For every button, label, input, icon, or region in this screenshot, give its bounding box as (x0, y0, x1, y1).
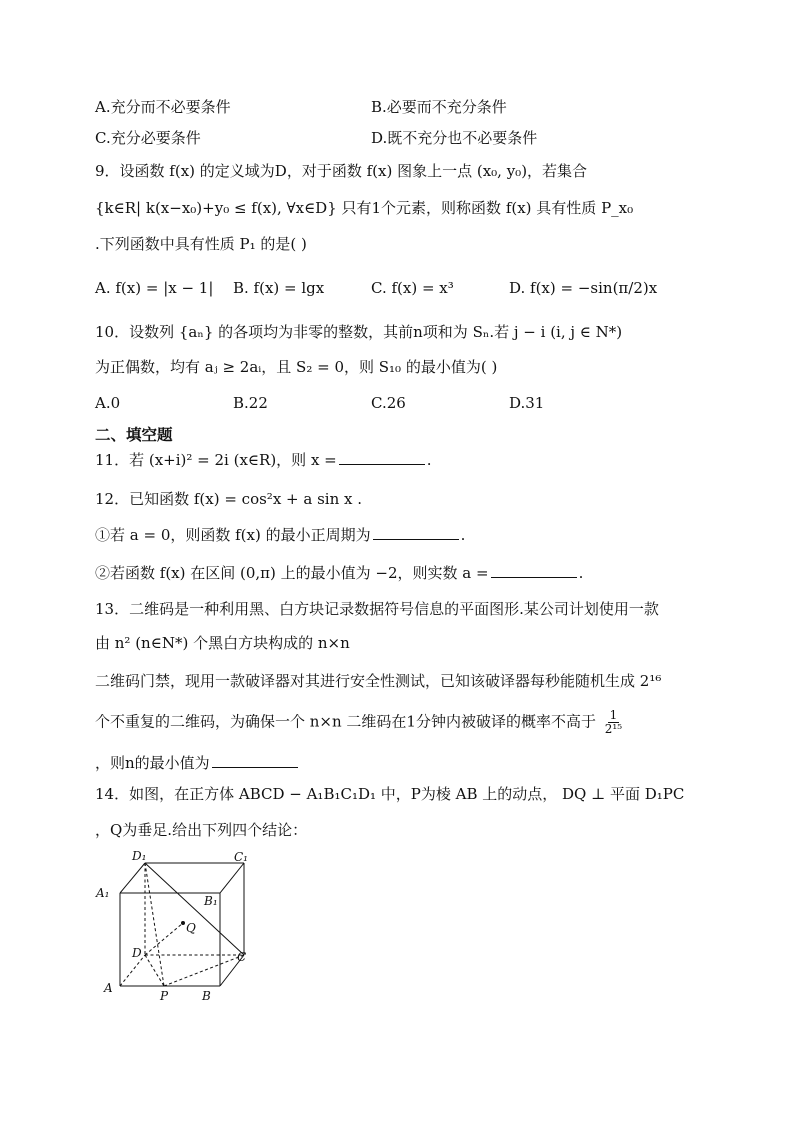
q10-option-d: D.31 (509, 394, 545, 412)
q12-part-1-blank (373, 525, 459, 540)
q14-line-1: 14．如图，在正方体 ABCD − A₁B₁C₁D₁ 中，P为棱 AB 上的动点， DQ ⊥ 平面 D₁PC (95, 785, 685, 803)
q13-line-3: 二维码门禁，现用一款破译器对其进行安全性测试，已知该破译器每秒能随机生成 2¹⁶ (95, 672, 662, 690)
q12-stem: 12．已知函数 f(x) = cos²x + a sin x . (95, 490, 363, 508)
q8-option-b: B.必要而不充分条件 (371, 98, 507, 116)
q13-line-1: 13．二维码是一种利用黑、白方块记录数据符号信息的平面图形.某公司计划使用一款 (95, 600, 659, 618)
label-q: Q (186, 921, 196, 935)
q9-line-1: 9．设函数 f(x) 的定义域为D，对于函数 f(x) 图象上一点 (x₀, y₀)，若集合 (95, 162, 588, 180)
q10-option-b: B.22 (233, 394, 268, 412)
q10-option-c: C.26 (371, 394, 406, 412)
q13-line-4-text: 个不重复的二维码，为确保一个 n×n 二维码在1分钟内被破译的概率不高于 (95, 712, 596, 731)
q11-line (95, 450, 432, 470)
q13-line-4 (95, 709, 622, 736)
segment-d-q (145, 923, 183, 955)
q10-line-1: 10．设数列 {aₙ} 的各项均为非零的整数，其前n项和为 Sₙ.若 j − i (i, j ∈ N*) (95, 323, 623, 341)
q13-line-5-text: ，则n的最小值为 (95, 754, 210, 772)
q13-fraction-denominator: 2¹⁵ (604, 722, 623, 736)
q12-part-2 (95, 563, 583, 583)
label-b: B (202, 989, 211, 1003)
segment-d-p (145, 955, 164, 986)
q12-part-1 (95, 525, 465, 545)
q13-line-5 (95, 753, 300, 773)
edge-b1-c1 (220, 863, 244, 893)
segment-d1-p (145, 863, 164, 986)
label-a: A (104, 981, 113, 995)
q9-option-c: C. f(x) = x³ (371, 279, 454, 297)
q14-line-2: ，Q为垂足.给出下列四个结论： (95, 821, 308, 839)
q9-line-3: .下列函数中具有性质 P₁ 的是( ) (95, 235, 307, 253)
q13-line-2: 由 n² (n∈N*) 个黑白方块构成的 n×n (95, 634, 350, 652)
q9-option-a: A. f(x) = |x − 1| (95, 279, 214, 297)
q12-part-1-text: ①若 a = 0，则函数 f(x) 的最小正周期为 (95, 526, 371, 544)
q10-option-a: A.0 (95, 394, 121, 412)
q11-text: 11．若 (x+i)² = 2i (x∈R)，则 x = (95, 451, 337, 469)
label-a1: A₁ (96, 886, 110, 900)
q11-answer-blank (339, 450, 425, 465)
q12-part-1-tail: . (460, 526, 466, 544)
q12-part-2-blank (491, 563, 577, 578)
q8-option-a: A.充分而不必要条件 (95, 98, 231, 116)
q12-part-2-tail: . (578, 564, 584, 582)
q13-fraction (605, 709, 622, 736)
edge-a1-d1 (120, 863, 145, 893)
q13-fraction-numerator: 1 (609, 708, 618, 722)
q12-part-2-text: ②若函数 f(x) 在区间 (0,π) 上的最小值为 −2，则实数 a = (95, 564, 489, 582)
label-c1: C₁ (234, 850, 248, 864)
q9-option-b: B. f(x) = lgx (233, 279, 325, 297)
section-heading-fill-in: 二、填空题 (95, 425, 173, 444)
q10-line-2: 为正偶数，均有 aⱼ ≥ 2aᵢ，且 S₂ = 0，则 S₁₀ 的最小值为( ) (95, 358, 498, 376)
q8-option-c: C.充分必要条件 (95, 129, 201, 147)
label-b1: B₁ (204, 894, 218, 908)
q9-line-2: {k∈R| k(x−x₀)+y₀ ≤ f(x), ∀x∈D} 只有1个元素，则称函数 f(x) 具有性质 P_x₀ (95, 199, 634, 217)
label-d: D (132, 946, 142, 960)
q9-option-d: D. f(x) = −sin(π/2)x (509, 279, 658, 297)
point-q (181, 921, 185, 925)
label-p: P (160, 989, 169, 1003)
label-c: C (237, 950, 247, 964)
q13-answer-blank (212, 753, 298, 768)
edge-d1-c (145, 863, 244, 955)
cube-figure (92, 845, 272, 1005)
q11-tail: . (426, 451, 432, 469)
label-d1: D₁ (132, 849, 147, 863)
q8-option-d: D.既不充分也不必要条件 (371, 129, 538, 147)
